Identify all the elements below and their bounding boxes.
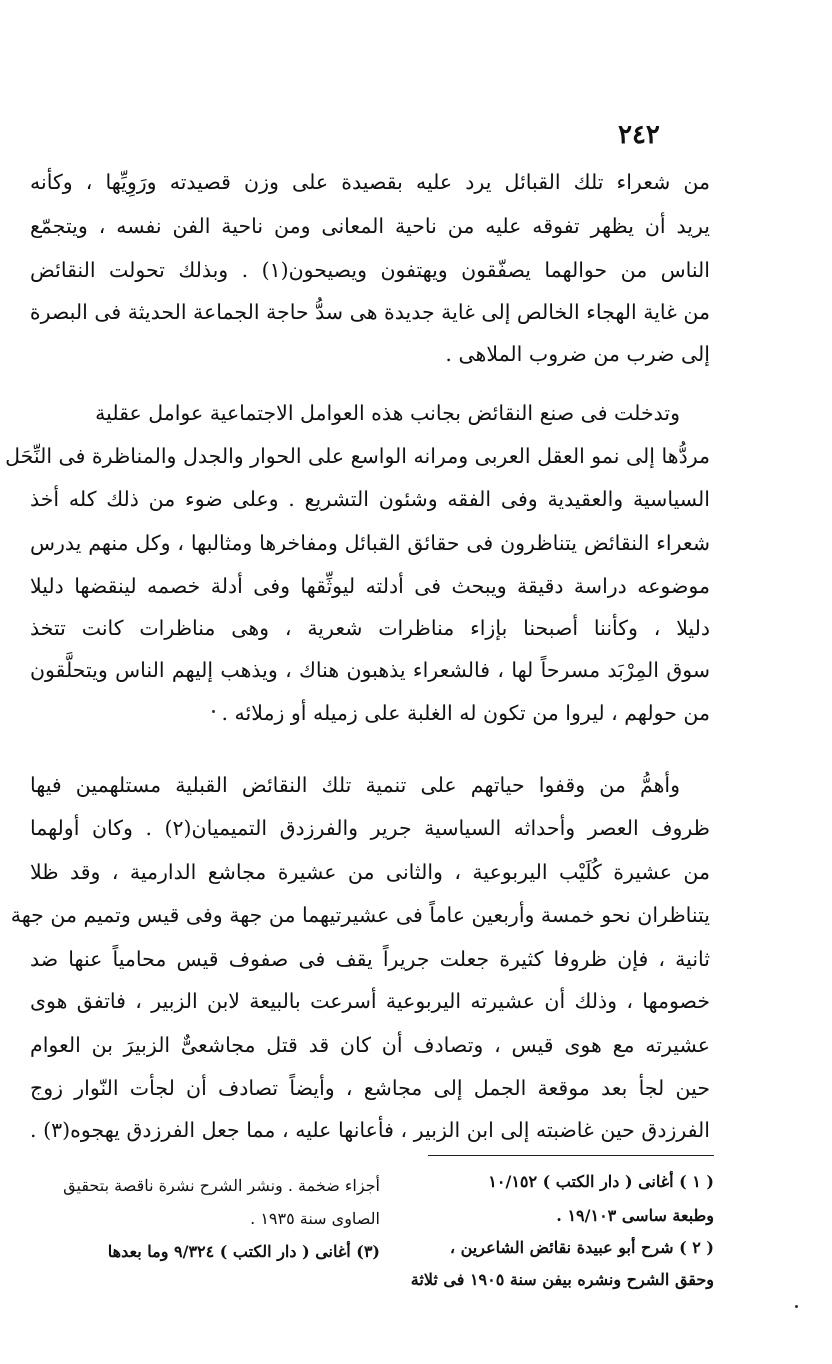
paragraph-1-line-1: من شعراء تلك القبائل يرد عليه بقصيدة على وزن قصيدته ورَوِيِّها ، وكأنه: [30, 170, 710, 194]
paragraph-2-line-3: السياسية والعقيدية وفى الفقه وشئون التشريع . وعلى ضوء من ذلك كله أخذ: [30, 487, 710, 511]
footnote-2-continued-line-2: الصاوى سنة ١٩٣٥ .: [250, 1209, 380, 1228]
paragraph-1-line-3: الناس من حوالهما يصفّقون ويهتفون ويصيحون(١) . وبذلك تحولت النقائض: [30, 258, 710, 282]
paragraph-2-line-8: من حولهم ، ليروا من تكون له الغلبة على زميله أو زملائه .: [221, 701, 710, 725]
paragraph-3-line-2: ظروف العصر وأحداثه السياسية جرير والفرزدق التميميان(٢) . وكان أولهما: [30, 816, 710, 840]
footnote-1-line-2: وطبعة ساسى ١٩/١٠٣ .: [556, 1206, 714, 1225]
footnote-1-line-1: ( ١ ) أغانى ( دار الكتب ) ١٠/١٥٢: [488, 1172, 714, 1191]
footnote-2-continued-line-1: أجزاء ضخمة . ونشر الشرح نشرة ناقصة بتحقيق: [63, 1176, 380, 1195]
scan-speck: [212, 710, 215, 713]
footnote-2-line-2: وحقق الشرح ونشره بيفن سنة ١٩٠٥ فى ثلاثة: [410, 1270, 714, 1289]
footnote-divider: [428, 1155, 714, 1156]
paragraph-3-line-3: من عشيرة كُلَيْب اليربوعية ، والثانى من عشيرة مجاشع الدارمية ، وقد ظلا: [30, 860, 710, 884]
scan-speck: [795, 1305, 798, 1308]
paragraph-1-line-5: إلى ضرب من ضروب الملاهى .: [445, 342, 710, 366]
paragraph-2-line-5: موضوعه دراسة دقيقة ويبحث فى أدلته ليوثِّقها وفى أدلة خصمه لينقضها دليلا: [30, 574, 710, 598]
paragraph-3-line-1: وأهمُّ من وقفوا حياتهم على تنمية تلك النقائض القبلية مستلهمين فيها: [30, 773, 680, 797]
paragraph-3-line-9: الفرزدق حين غاضبته إلى ابن الزبير ، فأعانها عليه ، مما جعل الفرزدق يهجوه(٣) .: [30, 1118, 710, 1142]
paragraph-3-line-7: عشيرته مع هوى قيس ، وتصادف أن كان قد قتل مجاشعىٌّ الزبيرَ بن العوام: [30, 1033, 710, 1057]
paragraph-2-line-2: مردُّها إلى نمو العقل العربى ومرانه الواسع على الحوار والجدل والمناظرة فى النِّحَل: [5, 444, 710, 468]
paragraph-3-line-8: حين لجأ بعد موقعة الجمل إلى مجاشع ، وأيضاً تصادف أن لجأت النّوار زوج: [30, 1076, 710, 1100]
footnote-2-line-1: ( ٢ ) شرح أبو عبيدة نقائض الشاعرين ،: [449, 1238, 714, 1257]
paragraph-2-line-6: دليلا ، وكأننا أصبحنا بإزاء مناظرات شعرية ، وهى مناظرات كانت تتخذ: [30, 616, 710, 640]
paragraph-3-line-5: ثانية ، فإن ظروفا كثيرة جعلت جريراً يقف فى صفوف قيس محامياً عنها ضد: [30, 947, 710, 971]
paragraph-2-line-7: سوق المِرْبَد مسرحاً لها ، فالشعراء يذهبون هناك ، ويذهب إليهم الناس ويتحلَّقون: [30, 658, 710, 682]
paragraph-3-line-6: خصومها ، وذلك أن عشيرته اليربوعية أسرعت بالبيعة لابن الزبير ، فاتفق هوى: [30, 989, 710, 1013]
paragraph-2-line-4: شعراء النقائض يتناظرون فى حقائق القبائل ومفاخرها ومثالبها ، وكل منهم يدرس: [30, 531, 710, 555]
page-number: ٢٤٢: [618, 120, 660, 150]
paragraph-3-line-4: يتناظران نحو خمسة وأربعين عاماً فى عشيرتيهما من جهة وفى قيس وتميم من جهة: [10, 903, 710, 927]
paragraph-2-line-1: وتدخلت فى صنع النقائض بجانب هذه العوامل الاجتماعية عوامل عقلية: [95, 401, 680, 425]
footnote-3: (٣) أغانى ( دار الكتب ) ٩/٣٢٤ وما بعدها: [107, 1242, 380, 1261]
paragraph-1-line-4: من غاية الهجاء الخالص إلى غاية جديدة هى سدُّ حاجة الجماعة الحديثة فى البصرة: [29, 300, 710, 324]
paragraph-1-line-2: يريد أن يظهر تفوقه عليه من ناحية المعانى ومن ناحية الفن نفسه ، ويتجمّع: [30, 214, 710, 238]
